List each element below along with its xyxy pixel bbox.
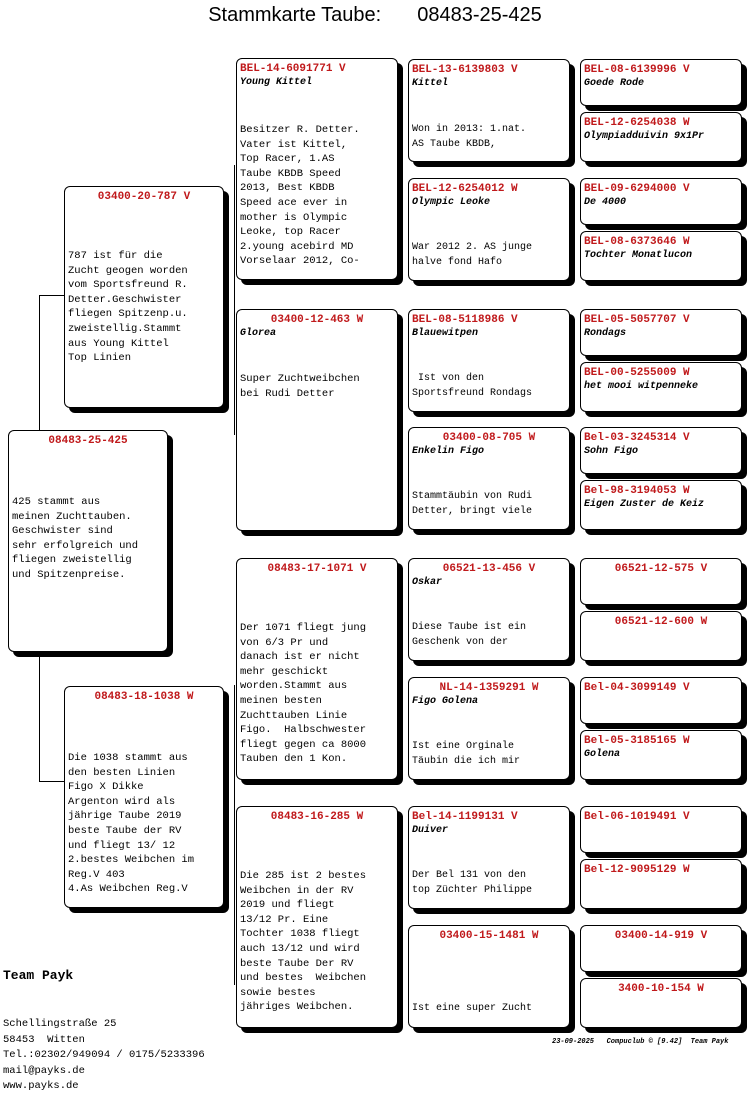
great-grandparent-card[interactable] bbox=[408, 558, 570, 661]
page-title bbox=[0, 4, 750, 27]
connector-father-parents bbox=[234, 165, 235, 435]
great-grandparent-description: Ist von den Sportsfreund Rondags bbox=[412, 373, 533, 399]
great-grandparent-id: BEL-08-5118986 V bbox=[412, 314, 518, 326]
ancestor-card[interactable] bbox=[580, 806, 742, 853]
mother-description: Die 1038 stammt aus den besten Linien Figo X Dikke Argenton wird als jährige Taube 2019 beste Taube der RV und fliegt 13/ 12 2.bestes Weibchen im Reg.V 403 4.As Weibchen Reg.V bbox=[68, 752, 195, 896]
ancestor-card[interactable] bbox=[580, 558, 742, 605]
connector-to-father bbox=[39, 295, 64, 296]
ancestor-card[interactable] bbox=[580, 362, 742, 412]
great-grandparent-name: Blauewitpen bbox=[412, 328, 479, 339]
ancestor-name: Sohn Figo bbox=[584, 446, 639, 457]
ancestor-id: BEL-05-5057707 V bbox=[584, 314, 690, 326]
ancestor-id: 03400-14-919 V bbox=[614, 930, 708, 942]
ancestor-card[interactable] bbox=[580, 427, 742, 474]
grandparent-description: Der 1071 fliegt jung von 6/3 Pr und danach ist er nicht mehr geschickt worden.Stammt aus meinen besten Zuchttauben Linie Figo. Halbschwester fliegt gegen ca 8000 Tauben den 1 Kon. bbox=[240, 622, 367, 766]
grandparent-name: Young Kittel bbox=[240, 77, 313, 88]
great-grandparent-description: Diese Taube ist ein Geschenk von der bbox=[412, 622, 527, 648]
title-pigeon-id: 08483-25-425 bbox=[417, 4, 542, 26]
great-grandparent-name: Duiver bbox=[412, 825, 449, 836]
grandparent-description: Super Zuchtweibchen bei Rudi Detter bbox=[240, 373, 360, 400]
ancestor-name: De 4000 bbox=[584, 197, 627, 208]
ancestor-id: 3400-10-154 W bbox=[618, 983, 704, 995]
great-grandparent-card[interactable] bbox=[408, 59, 570, 162]
ancestor-id: BEL-12-6254038 W bbox=[584, 117, 690, 129]
ancestor-name: Olympiadduivin 9x1Pr bbox=[584, 131, 705, 142]
great-grandparent-description: Stammtäubin von Rudi Detter, bringt viele bbox=[412, 491, 533, 517]
ancestor-id: Bel-06-1019491 V bbox=[584, 811, 690, 823]
ancestor-card[interactable] bbox=[580, 309, 742, 356]
grandparent-id: 08483-16-285 W bbox=[270, 811, 364, 823]
great-grandparent-name: Oskar bbox=[412, 577, 443, 588]
grandparent-card[interactable] bbox=[236, 58, 398, 280]
ancestor-name: Rondags bbox=[584, 328, 627, 339]
ancestor-card[interactable] bbox=[580, 178, 742, 225]
subject-card[interactable] bbox=[8, 430, 168, 652]
ancestor-id: Bel-98-3194053 W bbox=[584, 485, 690, 497]
grandparent-card[interactable] bbox=[236, 309, 398, 531]
great-grandparent-description: Ist eine super Zucht bbox=[412, 1003, 533, 1014]
great-grandparent-card[interactable] bbox=[408, 806, 570, 909]
great-grandparent-id: NL-14-1359291 W bbox=[439, 682, 539, 694]
ancestor-card[interactable] bbox=[580, 112, 742, 162]
ancestor-card[interactable] bbox=[580, 859, 742, 909]
great-grandparent-id: 03400-15-1481 W bbox=[439, 930, 539, 942]
grandparent-description: Die 285 ist 2 bestes Weibchen in der RV 2019 und fliegt 13/12 Pr. Eine Tochter 1038 fliegt auch 13/12 und wird beste Taube Der RV und bestes Weibchen sowie bestes jähriges Weibchen. bbox=[240, 870, 367, 1014]
ancestor-card[interactable] bbox=[580, 611, 742, 661]
ancestor-card[interactable] bbox=[580, 730, 742, 780]
great-grandparent-description: Won in 2013: 1.nat. AS Taube KBDB, bbox=[412, 124, 527, 150]
subject-id: 08483-25-425 bbox=[48, 435, 128, 447]
ancestor-name: Tochter Monatlucon bbox=[584, 250, 693, 261]
great-grandparent-name: Olympic Leoke bbox=[412, 197, 491, 208]
father-id: 03400-20-787 V bbox=[97, 191, 191, 203]
great-grandparent-description: Der Bel 131 von den top Züchter Philippe bbox=[412, 870, 533, 896]
owner-address: Schellingstraße 25 58453 Witten Tel.:02302/949094 / 0175/5233396 mail@payks.de www.payks.de bbox=[3, 1017, 205, 1093]
great-grandparent-card[interactable] bbox=[408, 178, 570, 281]
grandparent-id: 08483-17-1071 V bbox=[267, 563, 367, 575]
ancestor-card[interactable] bbox=[580, 925, 742, 972]
great-grandparent-name: Enkelin Figo bbox=[412, 446, 485, 457]
ancestor-name: Eigen Zuster de Keiz bbox=[584, 499, 705, 510]
ancestor-card[interactable] bbox=[580, 677, 742, 724]
great-grandparent-name: Kittel bbox=[412, 78, 449, 89]
ancestor-id: BEL-09-6294000 V bbox=[584, 183, 690, 195]
title-label: Stammkarte Taube: bbox=[208, 4, 382, 26]
father-description: 787 ist für die Zucht geogen worden vom Sportsfreund R. Detter.Geschwister fliegen Spitzenp.u. zweistellig.Stammt aus Young Kittel Top Linien bbox=[68, 250, 188, 365]
mother-id: 08483-18-1038 W bbox=[94, 691, 194, 703]
team-name: Team Payk bbox=[3, 968, 74, 984]
ancestor-id: BEL-08-6373646 W bbox=[584, 236, 690, 248]
ancestor-name: het mooi witpenneke bbox=[584, 381, 699, 392]
great-grandparent-description: War 2012 2. AS junge halve fond Hafo bbox=[412, 242, 533, 268]
connector-mother-parents bbox=[234, 685, 235, 985]
ancestor-card[interactable] bbox=[580, 480, 742, 530]
ancestor-name: Goede Rode bbox=[584, 78, 645, 89]
ancestor-id: Bel-03-3245314 V bbox=[584, 432, 690, 444]
ancestor-id: 06521-12-575 V bbox=[614, 563, 708, 575]
great-grandparent-card[interactable] bbox=[408, 677, 570, 780]
great-grandparent-card[interactable] bbox=[408, 925, 570, 1028]
ancestor-card[interactable] bbox=[580, 59, 742, 106]
ancestor-name: Golena bbox=[584, 749, 621, 760]
great-grandparent-id: BEL-13-6139803 V bbox=[412, 64, 518, 76]
ancestor-id: Bel-04-3099149 V bbox=[584, 682, 690, 694]
grandparent-id: 03400-12-463 W bbox=[270, 314, 364, 326]
grandparent-card[interactable] bbox=[236, 806, 398, 1028]
ancestor-id: BEL-00-5255009 W bbox=[584, 367, 690, 379]
subject-description: 425 stammt aus meinen Zuchttauben. Geschwister sind sehr erfolgreich und fliegen zweistellig und Spitzenpreise. bbox=[12, 496, 139, 581]
great-grandparent-id: 03400-08-705 W bbox=[442, 432, 536, 444]
mother-card[interactable] bbox=[64, 686, 224, 908]
ancestor-id: BEL-08-6139996 V bbox=[584, 64, 690, 76]
connector-to-mother bbox=[39, 781, 64, 782]
grandparent-name: Glorea bbox=[240, 328, 277, 339]
ancestor-id: Bel-05-3185165 W bbox=[584, 735, 690, 747]
grandparent-id: BEL-14-6091771 V bbox=[240, 63, 346, 75]
great-grandparent-card[interactable] bbox=[408, 309, 570, 412]
great-grandparent-id: BEL-12-6254012 W bbox=[412, 183, 518, 195]
owner-block bbox=[3, 937, 205, 1111]
footer-credit: 23-09-2025 Compuclub © [9.42] Team Payk bbox=[552, 1038, 729, 1046]
grandparent-description: Besitzer R. Detter. Vater ist Kittel, Top Racer, 1.AS Taube KBDB Speed 2013, Best KBDB Speed ace ever in mother is Olympic Leoke, top Racer 2.young acebird MD Vorselaar 2012, Co- bbox=[240, 124, 360, 268]
ancestor-card[interactable] bbox=[580, 231, 742, 281]
ancestor-card[interactable] bbox=[580, 978, 742, 1028]
great-grandparent-description: Ist eine Orginale Täubin die ich mir bbox=[412, 741, 521, 767]
grandparent-card[interactable] bbox=[236, 558, 398, 780]
great-grandparent-name: Figo Golena bbox=[412, 696, 479, 707]
great-grandparent-id: Bel-14-1199131 V bbox=[412, 811, 518, 823]
great-grandparent-id: 06521-13-456 V bbox=[442, 563, 536, 575]
great-grandparent-card[interactable] bbox=[408, 427, 570, 530]
father-card[interactable] bbox=[64, 186, 224, 408]
ancestor-id: 06521-12-600 W bbox=[614, 616, 708, 628]
ancestor-id: Bel-12-9095129 W bbox=[584, 864, 690, 876]
